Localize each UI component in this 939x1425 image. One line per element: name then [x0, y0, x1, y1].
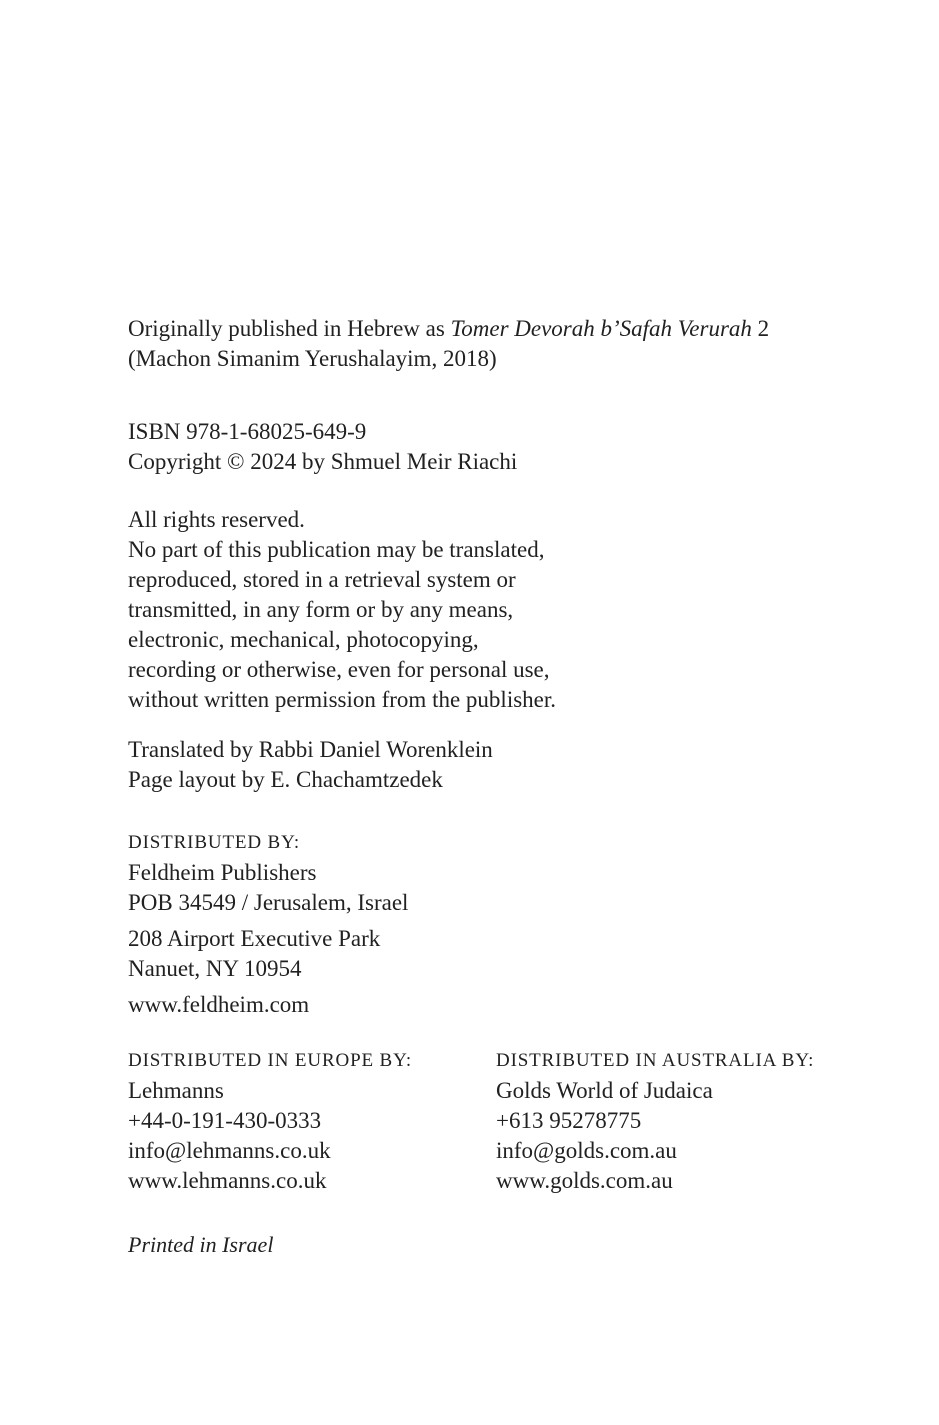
layout-credit: Page layout by E. Chachamtzedek	[128, 767, 443, 792]
publication-note	[128, 314, 769, 374]
distributor-australia-phone: +613 95278775	[496, 1108, 642, 1133]
distributor-europe-heading: DISTRIBUTED IN EUROPE BY:	[128, 1050, 413, 1071]
publication-note-volume: 2	[751, 316, 770, 341]
distributor-europe-website: www.lehmanns.co.uk	[128, 1168, 327, 1193]
distributor-europe-block	[128, 1046, 496, 1196]
rights-line: electronic, mechanical, photocopying,	[128, 627, 479, 652]
distributor-australia-website: www.golds.com.au	[496, 1168, 673, 1193]
distributor-main-us-address	[128, 924, 380, 984]
rights-line: without written permission from the publisher.	[128, 687, 557, 712]
publication-note-line2: (Machon Simanim Yerushalayim, 2018)	[128, 346, 497, 371]
distributor-europe-name: Lehmanns	[128, 1078, 224, 1103]
publication-note-prefix: Originally published in Hebrew as	[128, 316, 451, 341]
distributor-main-name: Feldheim Publishers	[128, 860, 317, 885]
distributor-australia-heading: DISTRIBUTED IN AUSTRALIA BY:	[496, 1050, 815, 1071]
distributor-australia-name: Golds World of Judaica	[496, 1078, 713, 1103]
distributor-main-website: www.feldheim.com	[128, 992, 310, 1017]
us-address-line1: 208 Airport Executive Park	[128, 926, 381, 951]
distributor-australia-block	[496, 1046, 814, 1196]
publication-note-line1	[128, 314, 769, 344]
us-address-line2: Nanuet, NY 10954	[128, 956, 302, 981]
distributor-australia-email: info@golds.com.au	[496, 1138, 677, 1163]
distributor-main-website-block	[128, 990, 309, 1020]
rights-line: reproduced, stored in a retrieval system or	[128, 567, 516, 592]
distributor-main-block	[128, 828, 408, 918]
copyright-line: Copyright © 2024 by Shmuel Meir Riachi	[128, 449, 518, 474]
original-hebrew-title: Tomer Devorah b’Safah Verurah	[450, 316, 752, 341]
credits-block	[128, 735, 493, 795]
isbn-copyright-block	[128, 417, 517, 477]
regional-distributors	[128, 1046, 814, 1196]
isbn-line: ISBN 978-1-68025-649-9	[128, 419, 367, 444]
rights-paragraph	[128, 505, 556, 715]
rights-line: transmitted, in any form or by any means,	[128, 597, 514, 622]
distributor-europe-email: info@lehmanns.co.uk	[128, 1138, 331, 1163]
rights-line: No part of this publication may be translated,	[128, 537, 545, 562]
distributor-main-address-israel: POB 34549 / Jerusalem, Israel	[128, 890, 409, 915]
rights-line: All rights reserved.	[128, 507, 305, 532]
rights-line: recording or otherwise, even for personal use,	[128, 657, 550, 682]
distributor-main-heading: DISTRIBUTED BY:	[128, 832, 301, 853]
translator-credit: Translated by Rabbi Daniel Worenklein	[128, 737, 493, 762]
printed-in-note: Printed in Israel	[128, 1232, 274, 1257]
distributor-europe-phone: +44-0-191-430-0333	[128, 1108, 322, 1133]
